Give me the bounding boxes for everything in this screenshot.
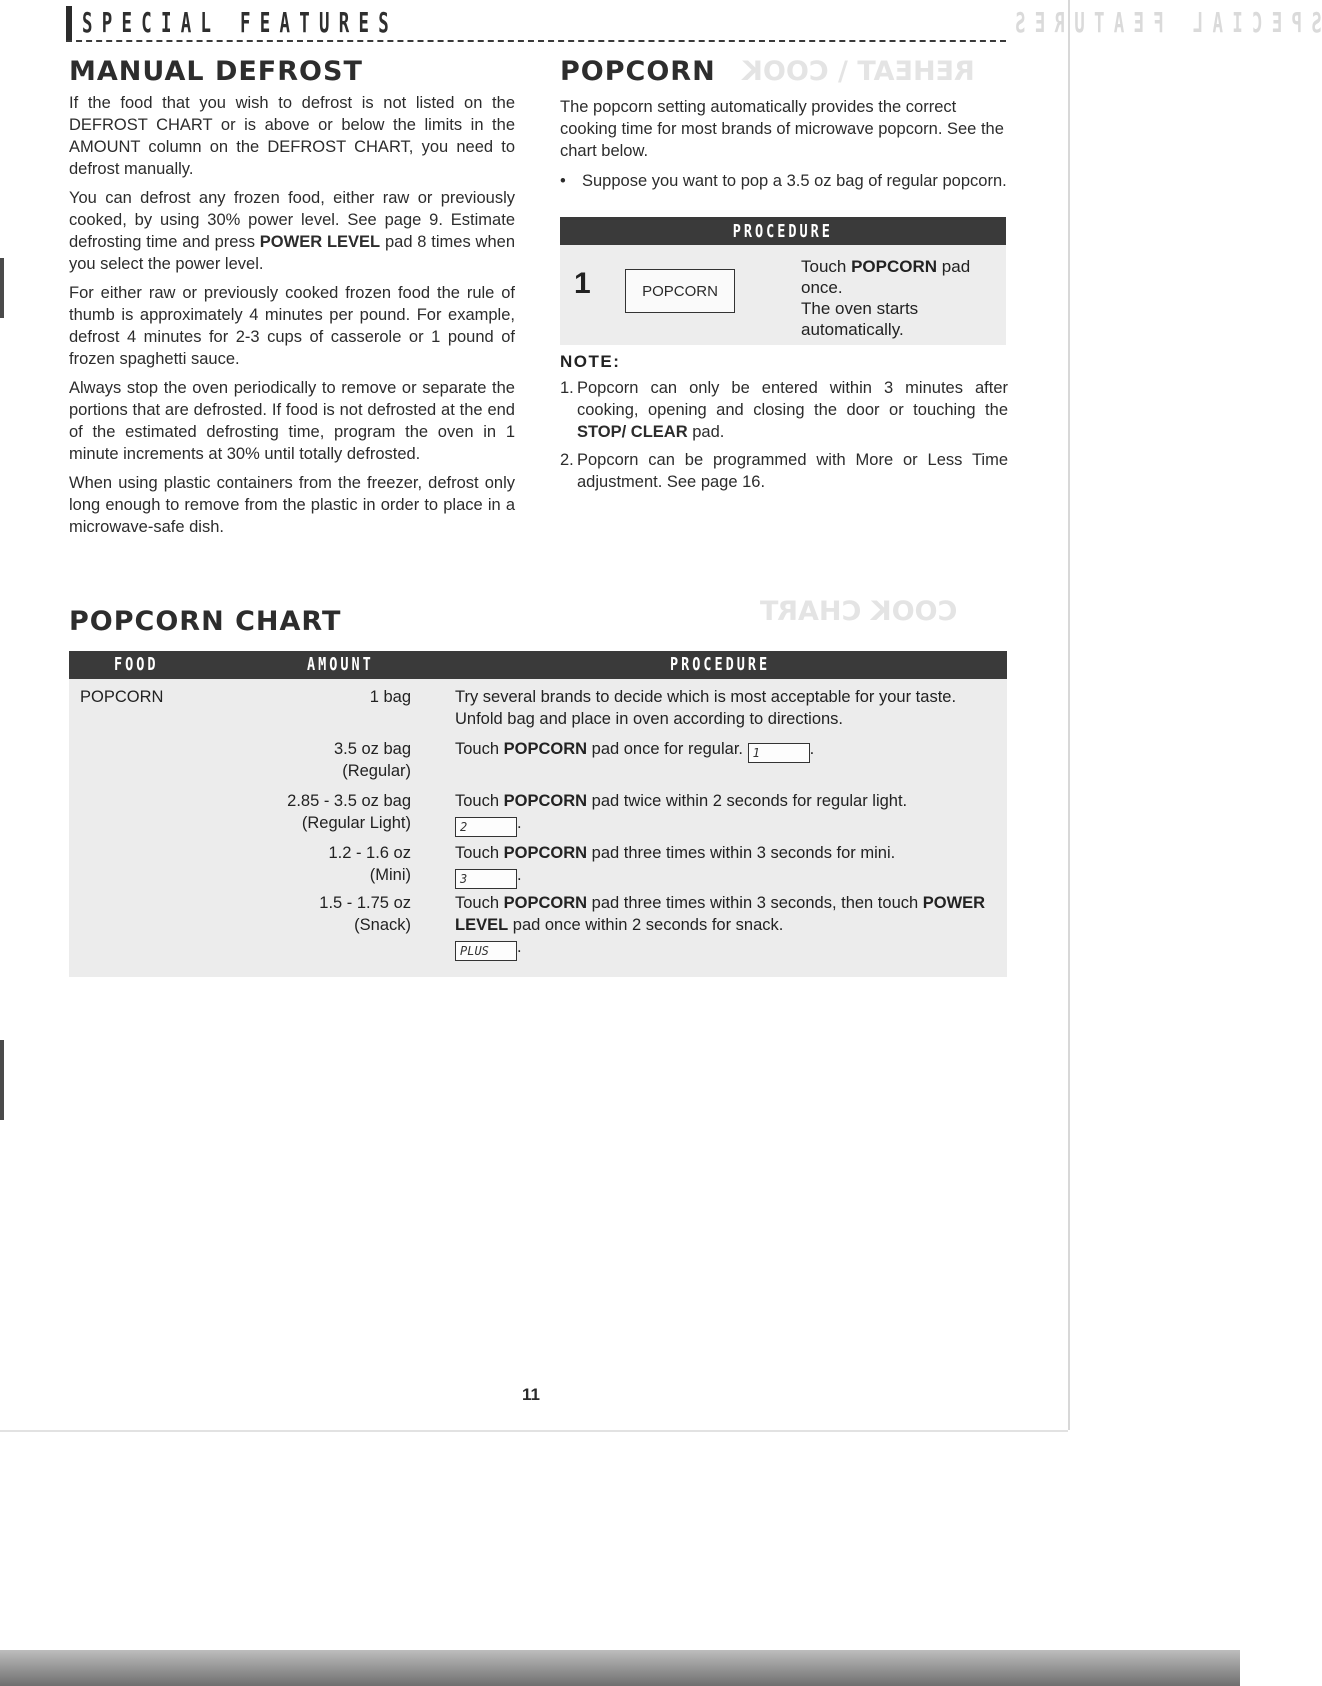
chart-body [69,679,1007,977]
amount-cell: 1.2 - 1.6 oz (Mini) [328,844,411,884]
manual-defrost-body [69,92,515,545]
page-edge-bottom [0,1430,1068,1432]
display-readout-icon: 2 [455,817,517,837]
popcorn-pad-ref: POPCORN [503,740,588,758]
binding-mark [0,1040,4,1120]
defrost-paragraph: If the food that you wish to defrost is not listed on the DEFROST CHART or is above or below the limits in the AMOUNT column on the DEFROST CHART, you need to defrost manually. [69,94,515,178]
page-number: 11 [522,1385,540,1404]
note-label: NOTE: [560,352,621,371]
stop-clear-pad-ref: STOP/ CLEAR [577,423,688,441]
display-readout-icon: 3 [455,869,517,889]
show-through-heading: REHEAT \ COOK [742,56,975,87]
power-level-pad-ref: POWER LEVEL [455,894,986,934]
binding-mark [0,258,4,318]
display-readout-icon: PLUS [455,941,517,961]
procedure-cell: Try several brands to decide which is most acceptable for your taste. Unfold bag and place in oven according to directions. [455,688,957,728]
amount-cell: 1.5 - 1.75 oz (Snack) [319,894,411,934]
procedure-cell: Touch POPCORN pad three times within 3 seconds, then touch POWER LEVEL pad once within 2 seconds for snack. PLUS . [455,892,1000,961]
amount-cell: 2.85 - 3.5 oz bag (Regular Light) [287,792,411,832]
chart-header-row [69,651,1007,679]
procedure-cell: Touch POPCORN pad twice within 2 seconds for regular light. 2 . [455,790,1000,837]
column-header-amount: AMOUNT [307,654,374,675]
procedure-cell: Touch POPCORN pad once for regular. 1 . [455,738,1000,763]
scan-bottom-border [0,1650,1240,1686]
page-edge-right [1068,0,1070,1430]
section-header [66,6,1322,42]
defrost-paragraph: For either raw or previously cooked frozen food the rule of thumb is approximately 4 minutes per pound. For example, defrost 4 minutes for 2-3 cups of casserole or 1 pound of frozen spaghetti sauce. [69,284,515,368]
popcorn-heading: POPCORN [560,56,716,87]
popcorn-chart-heading: POPCORN CHART [69,606,342,637]
show-through-heading: COOK CHART [760,596,958,627]
popcorn-intro: The popcorn setting automatically provides the correct cooking time for most brands of microwave popcorn. See the chart below. [560,98,1004,160]
popcorn-body [560,96,1008,204]
defrost-paragraph: You can defrost any frozen food, either raw or previously cooked, by using 30% power level. See page 9. Estimate defrosting time and press POWER LEVEL pad 8 times when you select the power level. [69,189,515,273]
power-level-pad-ref: POWER LEVEL [259,233,381,251]
note-item: 1. Popcorn can only be entered within 3 minutes after cooking, opening and closing the door or touching the STOP/ CLEAR pad. [560,379,1008,441]
display-readout-icon: 1 [748,743,810,763]
popcorn-bullet: • Suppose you want to pop a 3.5 oz bag of regular popcorn. [560,172,1007,190]
step-instructions: Touch POPCORN pad once. The oven starts automatically. [801,257,971,339]
amount-cell: 3.5 oz bag (Regular) [333,740,411,780]
food-cell: POPCORN [80,688,164,706]
bullet-icon: • [560,172,566,190]
popcorn-pad-icon: POPCORN [625,269,735,313]
procedure-step [560,245,1006,345]
step-number: 1 [574,267,591,300]
defrost-paragraph: Always stop the oven periodically to remove or separate the portions that are defrosted. If food is not defrosted at the end of the estimated defrosting time, program the oven in 1 minute increments at 30% until totally defrosted. [69,379,515,463]
header-divider [66,40,1006,42]
popcorn-pad-ref: POPCORN [503,894,588,912]
column-header-procedure: PROCEDURE [670,654,771,675]
header-title: SPECIAL FEATURES [82,6,399,39]
defrost-paragraph: When using plastic containers from the freezer, defrost only long enough to remove from the plastic in order to place in a microwave-safe dish. [69,474,515,536]
header-show-through: SPECIAL FEATURES [1006,6,1322,39]
column-header-food: FOOD [114,654,159,675]
note-item: 2. Popcorn can be programmed with More or Less Time adjustment. See page 16. [560,451,1008,491]
header-accent-bar [66,6,72,42]
popcorn-pad-ref: POPCORN [503,844,588,862]
notes-list [560,377,1008,499]
amount-cell: 1 bag [369,688,411,706]
popcorn-pad-ref: POPCORN [503,792,588,810]
procedure-cell: Touch POPCORN pad three times within 3 seconds for mini. 3 . [455,842,1000,889]
procedure-bar: PROCEDURE [560,217,1006,245]
popcorn-pad-ref: POPCORN [851,257,938,276]
manual-defrost-heading: MANUAL DEFROST [69,56,363,87]
